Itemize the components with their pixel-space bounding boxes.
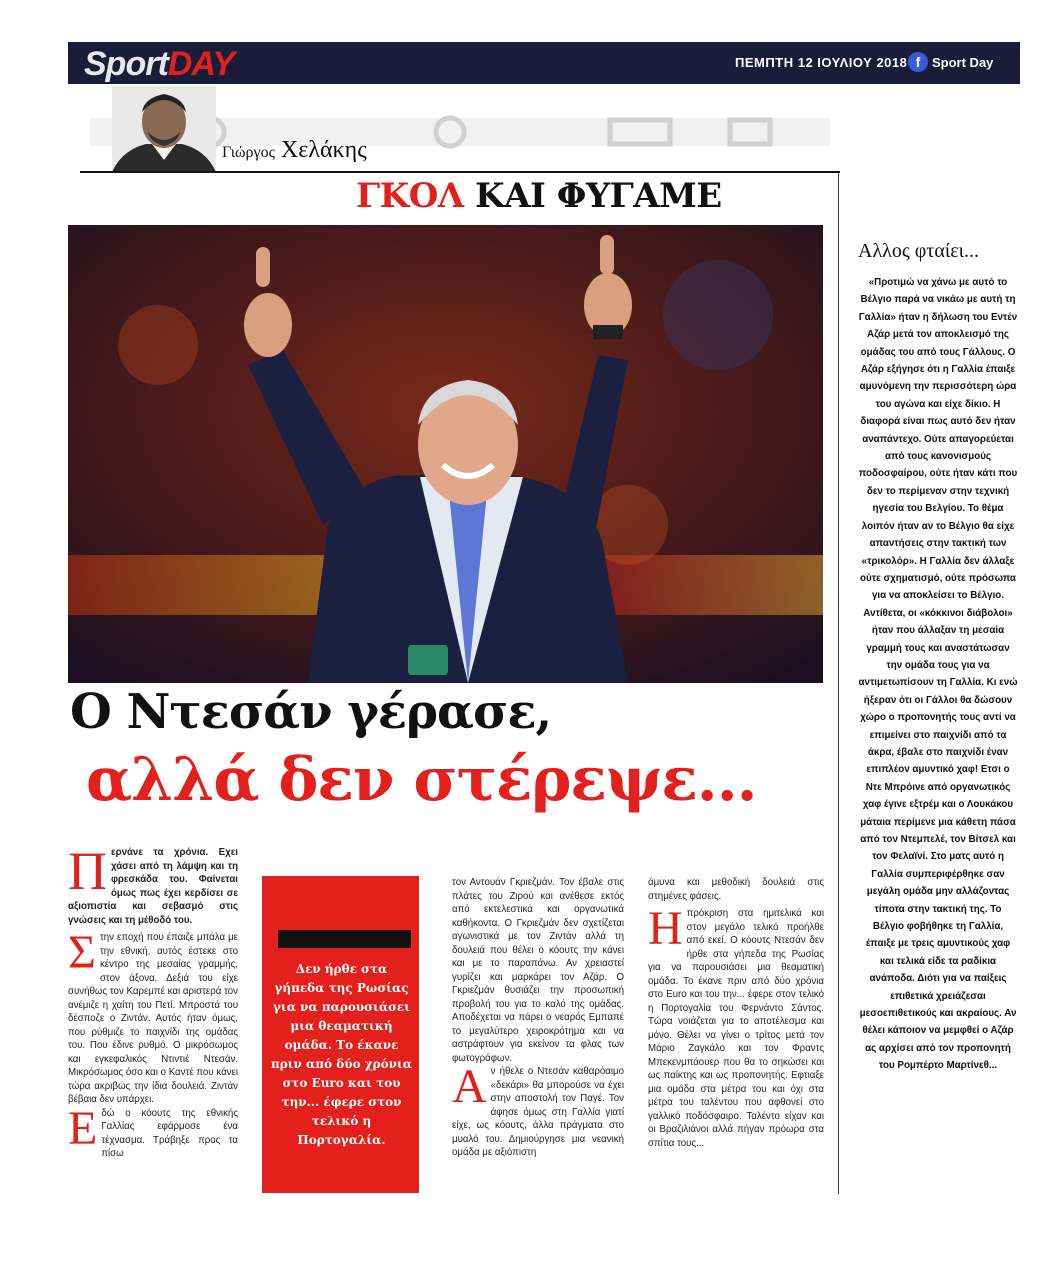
logo-day: DAY <box>167 45 235 83</box>
paragraph-text: πρόκριση στα ημιτελικά και στον μεγάλο τελικό προήλθε από εκεί. Ο κόουτς Ντεσάν δεν ήρθε στα γήπεδα της Ρωσίας για να παρουσιάσει μια θεαματική ομάδα. Το έκανε πριν από δύο χρόνια στο Euro και του την... έφερε στον τελικό η Πορτογαλία του Φερνάντο Σάντος. Τώρα νοιάζεται για το αποτέλεσμα και μόνο. Θέλει να γίνει ο τρίτος μετά τον Μάριο Ζαγκάλο και τον Φραντς Μπεκενμπάουερ που θα το σηκώσει και ως παίκτης και ως προπονητής. Εφτιαξε μια ομάδα στα μέτρα του και όχι στα μέτρα του ταλέντου που αφθονεί στο γαλλικό ποδόσφαιρο. Ταλέντο είχαν και οι Βραζιλιάνοι αλλά πήγαν πρόωρα στα σπίτια τους... <box>648 908 824 1149</box>
paragraph-text: άμυνα και μεθοδική δουλειά στις στημένες φάσεις. <box>648 877 824 902</box>
article-column-1 <box>68 841 238 1161</box>
facebook-icon: f <box>908 52 928 72</box>
dropcap: Σ <box>68 926 96 979</box>
author-byline <box>222 137 367 164</box>
sidebar-text: «Προτιμώ να χάνω με αυτό το Βέλγιο παρά να νικάω με αυτή τη Γαλλία» ήταν η δήλωση του Εντέν Αζάρ μετά τον αποκλεισμό της ομάδας του από τους Γάλλους. Ο Αζάρ εξήγησε ότι η Γαλλία έπαιξε αμυνόμενη την περισσότερη ώρα του αγώνα και είχε δίκιο. Η διαφορά είναι πως αυτό δεν ήταν αναπάντεχο. Ούτε απαγορεύεται από τους κανονισμούς ποδοσφαίρου, ούτε ήταν κάτι που δεν το περίμεναν στην τεχνική ηγεσία του Βελγίου. Το θέμα λοιπόν ήταν αν το Βέλγιο θα είχε απαντήσεις στην τακτική των «τρικολόρ». Η Γαλλία δεν άλλαξε ούτε σχηματισμό, ούτε πρόσωπα για να αποκλείσει το Βέλγιο. Αντίθετα, οι «κόκκινοι διάβολοι» ήταν που άλλαξαν τη μεσαία γραμμή τους και αναστάτωσαν την ομάδα τους για να αντιμετωπίσουν τη Γαλλία. Κι ενώ ήξεραν ότι οι Γάλλοι θα δώσουν χώρο ο προπονητής τους αντί να επιμείνει στο παιχνίδι από τα άκρα, έβαλε στο παιχνίδι έναν επιπλέον αμυντικό χαφ! Ετσι ο Ντε Μπρόινε από οργανωτικός χαφ έγινε εξτρέμ και ο Λουκάκου μάταια περίμενε μια κάθετη πάσα από τον Ντεμπελέ, τον Βίτσελ και τον Φελαϊνί. Στο ματς αυτό η Γαλλία συμπεριφέρθηκε σαν μεγάλη ομάδα μην αλλάζοντας τίποτα στην τακτική της. Το Βέλγιο φοβήθηκε τη Γαλλία, έπαιξε με τρεις αμυντικούς χαφ και τελικά είδε τα ραδίκια ανάποδα. Διότι για να παίξεις επιθετικά χρειάζεσαι μεσοεπιθετικούς και ακραίους. Αν θέλει κάποιον να μεμφθεί ο Αζάρ ας αρχίσει από τον προπονητή του Ρομπέρτο Μαρτίνεθ... <box>858 277 1018 1072</box>
article-paragraph <box>648 902 824 1150</box>
article-paragraph <box>68 1101 238 1161</box>
kicker-headline <box>356 176 722 216</box>
sidebar-divider <box>838 172 839 1194</box>
kicker-red: ΓΚΟΛ <box>356 176 464 216</box>
kicker-dark: ΚΑΙ ΦΥΓΑΜΕ <box>475 176 722 216</box>
sidebar-title: Αλλος φταίει... <box>858 240 979 262</box>
issue-date: ΠΕΜΠΤΗ 12 ΙΟΥΛΙΟΥ 2018 <box>735 55 908 70</box>
title-line-2: αλλά δεν στέρεψε... <box>86 745 757 815</box>
lead-text: ερνάνε τα χρόνια. Εχει χάσει από τη λάμψη και τη φρεσκάδα του. Φαίνεται όμως πως έχει κερδίσει σε αξιοπιστία και σεβασμό στις γνώσεις και τη μέθοδό του. <box>68 847 238 926</box>
sportday-logo <box>84 44 234 84</box>
paragraph-text: δώ ο κόουτς της εθνικής Γαλλίας εφάρμοσε ένα τέχνασμα. Τράβηξε προς τα πίσω <box>101 1107 238 1159</box>
author-rule <box>80 171 840 173</box>
article-lead-paragraph <box>68 841 238 927</box>
paragraph-text: την εποχή που έπαιζε μπάλα με την εθνική, αυτός έστεκε στο κέντρο της μεσαίας γραμμής, στον άξονα. Δεξιά του είχε συνήθως τον Καρεμπέ και αριστερά τον ανέμιζε η χαίτη του Πετί. Μπροστά του δέσποζε ο Ζιντάν. Αυτός ήταν όμως, που ρύθμιζε το παιχνίδι της ομάδας του. Που έδινε ρυθμό. Ο μικρόσωμος και εγκεφαλικός Ντιντιέ Ντεσάν. Μικρόσωμος όσο και ο Καντέ που κάνει τώρα ακριβώς την ίδια δουλειά. Ζιντάν βέβαια δεν υπάρχει. <box>68 932 238 1105</box>
paragraph-text: ν ήθελε ο Ντεσάν καθαρόαιμο «δεκάρι» θα μπορούσε να έχει στην αποστολή τον Παγέ. Τον άφησε όμως στη Γαλλία γιατί είχε, ως κόουτς, άλλα πράγματα στο μυαλό του. Δημιούργησε μια νεανική ομάδα με αξιόπιστη <box>452 1066 624 1158</box>
author-first-name: Γιώργος <box>222 144 275 161</box>
paragraph-text: τον Αντουάν Γκριεζμάν. Τον έβαλε στις πλάτες του Ζιρού και ανέθεσε εκτός από εκτελεστικά και οργανωτικά καθήκοντα. Ο Γκριεζμάν δεν σχετίζεται αγωνιστικά με τον Ζιντάν αλλά τη δουλειά που θέλει ο κόουτς την κάνει και με το παραπάνω. Αν χρειαστεί γυρίζει και μαρκάρει τον Αζάρ. Ο Γκριεζμάν θυσιάζει την προσωπική προβολή του για το καλό της ομάδας. Αποδέχεται να πάρει ο νεαρός Εμπαπέ το μεγαλύτερο χειροκρότημα και να αστράφτουν για εκείνον τα φλας των φωτογράφων. <box>452 877 624 1064</box>
dropcap: Α <box>452 1060 487 1113</box>
article-paragraph <box>68 926 238 1107</box>
facebook-label: Sport Day <box>932 55 994 70</box>
main-photo <box>68 225 823 683</box>
logo-sport: Sport <box>84 45 168 83</box>
article-column-3 <box>452 876 624 1160</box>
pullquote-text: Δεν ήρθε στα γήπεδα της Ρωσίας για να παρουσιάσει μια θεαματική ομάδα. Το έκανε πριν από δύο χρόνια στο Euro και του την... έφερε στον τελικό η Πορτογαλία. <box>270 962 413 1147</box>
pullquote-bar <box>278 930 411 948</box>
title-line-1: Ο Ντεσάν γέρασε, <box>70 684 552 740</box>
dropcap: Η <box>648 902 683 955</box>
dropcap: Ε <box>68 1101 98 1155</box>
dropcap: Π <box>68 841 107 901</box>
article-column-4 <box>648 876 824 1150</box>
author-last-name: Χελάκης <box>280 137 367 163</box>
author-photo <box>112 86 216 172</box>
article-paragraph <box>452 1060 624 1160</box>
